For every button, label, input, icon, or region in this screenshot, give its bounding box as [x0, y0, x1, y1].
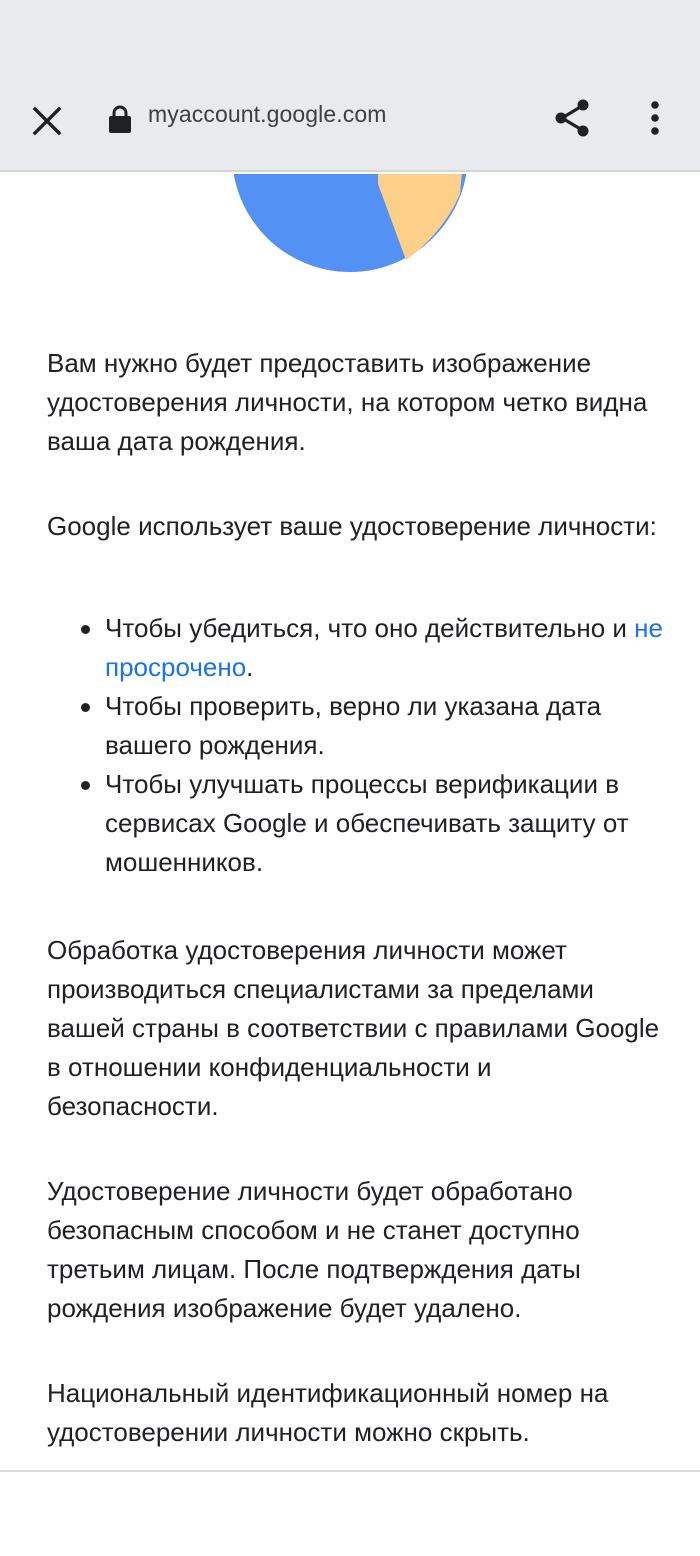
processing-info-text: Обработка удостоверения личности может производиться специалистами за пределами вашей страны в соответствии с правилами Google в отношении конфиденциальности и безопасности. — [47, 935, 660, 1121]
lock-icon — [106, 104, 134, 134]
list-item: Чтобы проверить, верно ли указана дата вашего рождения. — [47, 687, 667, 765]
url-text[interactable]: myaccount.google.com — [148, 101, 387, 127]
id-requirement-text: Вам нужно будет предоставить изображение удостоверения личности, на котором четко видна ваша дата рождения. — [47, 348, 648, 456]
not-expired-link[interactable]: не просрочено — [105, 613, 663, 682]
phone-in-hand-illustration — [228, 174, 472, 276]
security-info-text: Удостоверение личности будет обработано безопасным способом и не станет доступно третьим лицам. После подтверждения даты рождения изображение будет удалено. — [47, 1176, 581, 1323]
national-id-info-text: Национальный идентификационный номер на удостоверении личности можно скрыть. — [47, 1378, 609, 1447]
close-button[interactable] — [22, 96, 72, 146]
page-content — [0, 174, 700, 1472]
id-usage-list — [47, 609, 667, 882]
list-item-text-end: . — [246, 652, 254, 682]
id-usage-intro: Google использует ваше удостоверение личности: — [47, 511, 657, 541]
browser-toolbar — [0, 70, 700, 172]
share-button[interactable] — [548, 94, 596, 142]
share-icon — [552, 98, 592, 138]
list-item — [47, 609, 667, 687]
bottom-divider — [0, 1470, 700, 1472]
more-vert-icon — [649, 100, 661, 136]
list-item: Чтобы улучшать процессы верификации в сервисах Google и обеспечивать защиту от мошенников. — [47, 765, 667, 882]
status-bar-area — [0, 0, 700, 70]
more-options-button[interactable] — [632, 94, 678, 142]
close-icon — [32, 106, 62, 136]
list-item-text: Чтобы убедиться, что оно действительно и — [105, 613, 635, 643]
